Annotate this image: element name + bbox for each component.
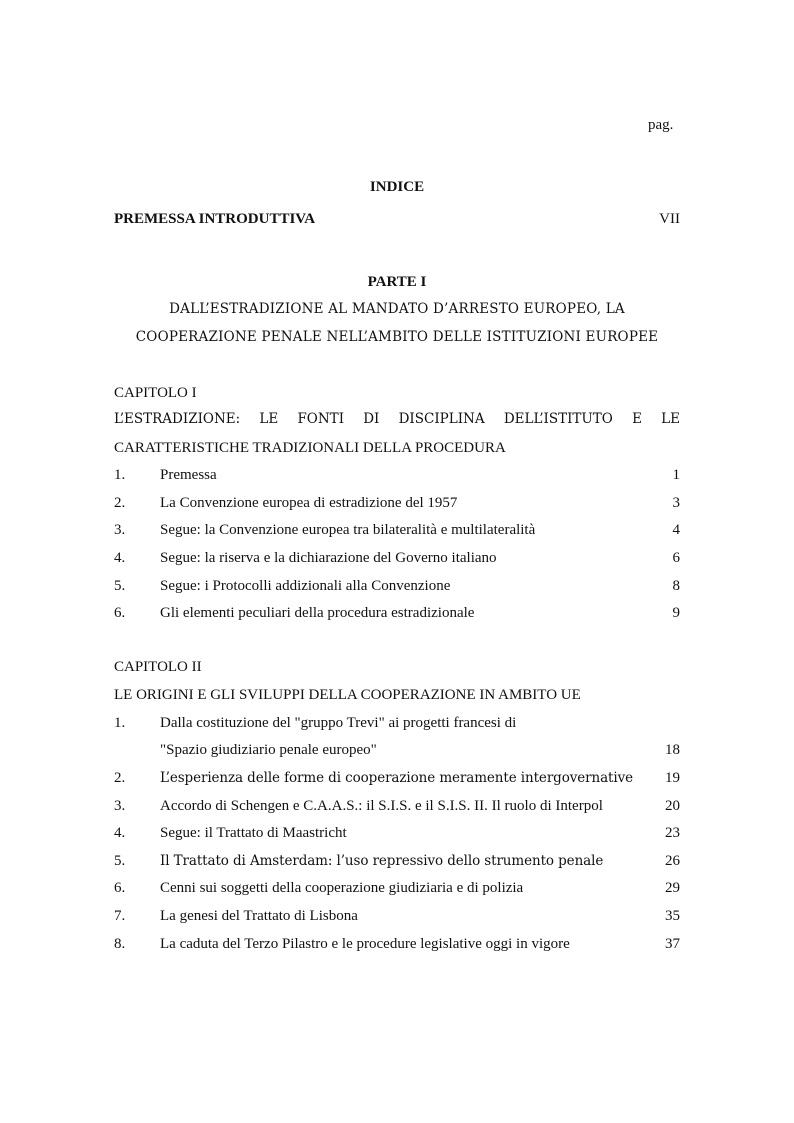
toc-entry-page: 3 bbox=[672, 495, 680, 511]
toc-entry-title: Cenni sui soggetti della cooperazione giudiziaria e di polizia bbox=[160, 880, 524, 896]
chapter-1-title-word: FONTI bbox=[297, 411, 345, 427]
toc-entry-number: 5. bbox=[114, 578, 126, 594]
chapter-1-title-word: E bbox=[632, 411, 642, 427]
toc-entry-title: Segue: il Trattato di Maastricht bbox=[160, 825, 347, 841]
toc-entry-number: 3. bbox=[114, 522, 126, 538]
toc-entry-title: Dalla costituzione del "gruppo Trevi" ai progetti francesi di bbox=[160, 715, 517, 731]
chapter-1-title-line-2: CARATTERISTICHE TRADIZIONALI DELLA PROCEDURA bbox=[114, 440, 506, 456]
toc-entry-number: 4. bbox=[114, 825, 126, 841]
chapter-1-title-word: DI bbox=[363, 411, 380, 427]
toc-entry-page: 23 bbox=[665, 825, 680, 841]
premessa-title: PREMESSA INTRODUTTIVA bbox=[114, 211, 316, 227]
toc-entry-title: Accordo di Schengen e C.A.A.S.: il S.I.S. e il S.I.S. II. Il ruolo di Interpol bbox=[160, 798, 603, 814]
toc-entry-title: L’esperienza delle forme di cooperazione meramente intergovernative bbox=[160, 770, 634, 786]
toc-entry-number: 2. bbox=[114, 770, 126, 786]
toc-entry-title-continued: "Spazio giudiziario penale europeo" bbox=[160, 742, 377, 758]
toc-entry-page: 18 bbox=[665, 742, 680, 758]
toc-entry-page: 37 bbox=[665, 936, 680, 952]
chapter-1-title-word: DISCIPLINA bbox=[398, 411, 485, 427]
toc-entry-number: 2. bbox=[114, 495, 126, 511]
toc-entry-page: 20 bbox=[665, 798, 680, 814]
toc-entry-title: Gli elementi peculiari della procedura estradizionale bbox=[160, 605, 475, 621]
chapter-1-title-word: DELL’ISTITUTO bbox=[503, 411, 613, 427]
chapter-1-title-word: LE bbox=[259, 411, 279, 427]
toc-entry-number: 3. bbox=[114, 798, 126, 814]
chapter-2-label: CAPITOLO II bbox=[114, 659, 202, 675]
toc-entry-page: 4 bbox=[672, 522, 680, 538]
premessa-page-number: VII bbox=[659, 211, 680, 227]
toc-entry-title: Premessa bbox=[160, 467, 217, 483]
toc-entry-number: 5. bbox=[114, 853, 126, 869]
chapter-1-title-word: L’ESTRADIZIONE: bbox=[114, 411, 241, 427]
toc-entry-page: 26 bbox=[665, 853, 680, 869]
toc-entry-title: Segue: i Protocolli addizionali alla Convenzione bbox=[160, 578, 451, 594]
part-title: PARTE I bbox=[367, 274, 427, 290]
chapter-1-title-word: LE bbox=[661, 411, 680, 427]
toc-entry-page: 8 bbox=[672, 578, 680, 594]
toc-entry-number: 1. bbox=[114, 715, 126, 731]
toc-entry-number: 1. bbox=[114, 467, 126, 483]
index-title: INDICE bbox=[369, 179, 425, 195]
toc-entry-number: 6. bbox=[114, 605, 126, 621]
toc-entry-number: 6. bbox=[114, 880, 126, 896]
part-subtitle-line-2: COOPERAZIONE PENALE NELL’AMBITO DELLE ISTITUZIONI EUROPEE bbox=[135, 329, 659, 345]
toc-entry-title: Il Trattato di Amsterdam: l’uso repressivo dello strumento penale bbox=[160, 853, 604, 869]
toc-entry-title: La Convenzione europea di estradizione del 1957 bbox=[160, 495, 458, 511]
toc-entry-title: La genesi del Trattato di Lisbona bbox=[160, 908, 358, 924]
toc-entry-title: Segue: la riserva e la dichiarazione del Governo italiano bbox=[160, 550, 497, 566]
toc-entry-page: 9 bbox=[672, 605, 680, 621]
chapter-1-label: CAPITOLO I bbox=[114, 385, 197, 401]
toc-entry-page: 6 bbox=[672, 550, 680, 566]
chapter-1-title-line-1 bbox=[114, 413, 680, 427]
part-subtitle-line-1: DALL’ESTRADIZIONE AL MANDATO D’ARRESTO EUROPEO, LA bbox=[169, 301, 625, 317]
toc-entry-number: 7. bbox=[114, 908, 126, 924]
toc-entry-page: 1 bbox=[672, 467, 680, 483]
toc-entry-page: 19 bbox=[665, 770, 680, 786]
chapter-2-title: LE ORIGINI E GLI SVILUPPI DELLA COOPERAZIONE IN AMBITO UE bbox=[114, 687, 581, 703]
toc-entry-page: 35 bbox=[665, 908, 680, 924]
toc-entry-title: La caduta del Terzo Pilastro e le procedure legislative oggi in vigore bbox=[160, 936, 570, 952]
toc-entry-number: 4. bbox=[114, 550, 126, 566]
toc-entry-number: 8. bbox=[114, 936, 126, 952]
page-column-label: pag. bbox=[648, 117, 674, 133]
toc-entry-title: Segue: la Convenzione europea tra bilateralità e multilateralità bbox=[160, 522, 536, 538]
toc-entry-page: 29 bbox=[665, 880, 680, 896]
